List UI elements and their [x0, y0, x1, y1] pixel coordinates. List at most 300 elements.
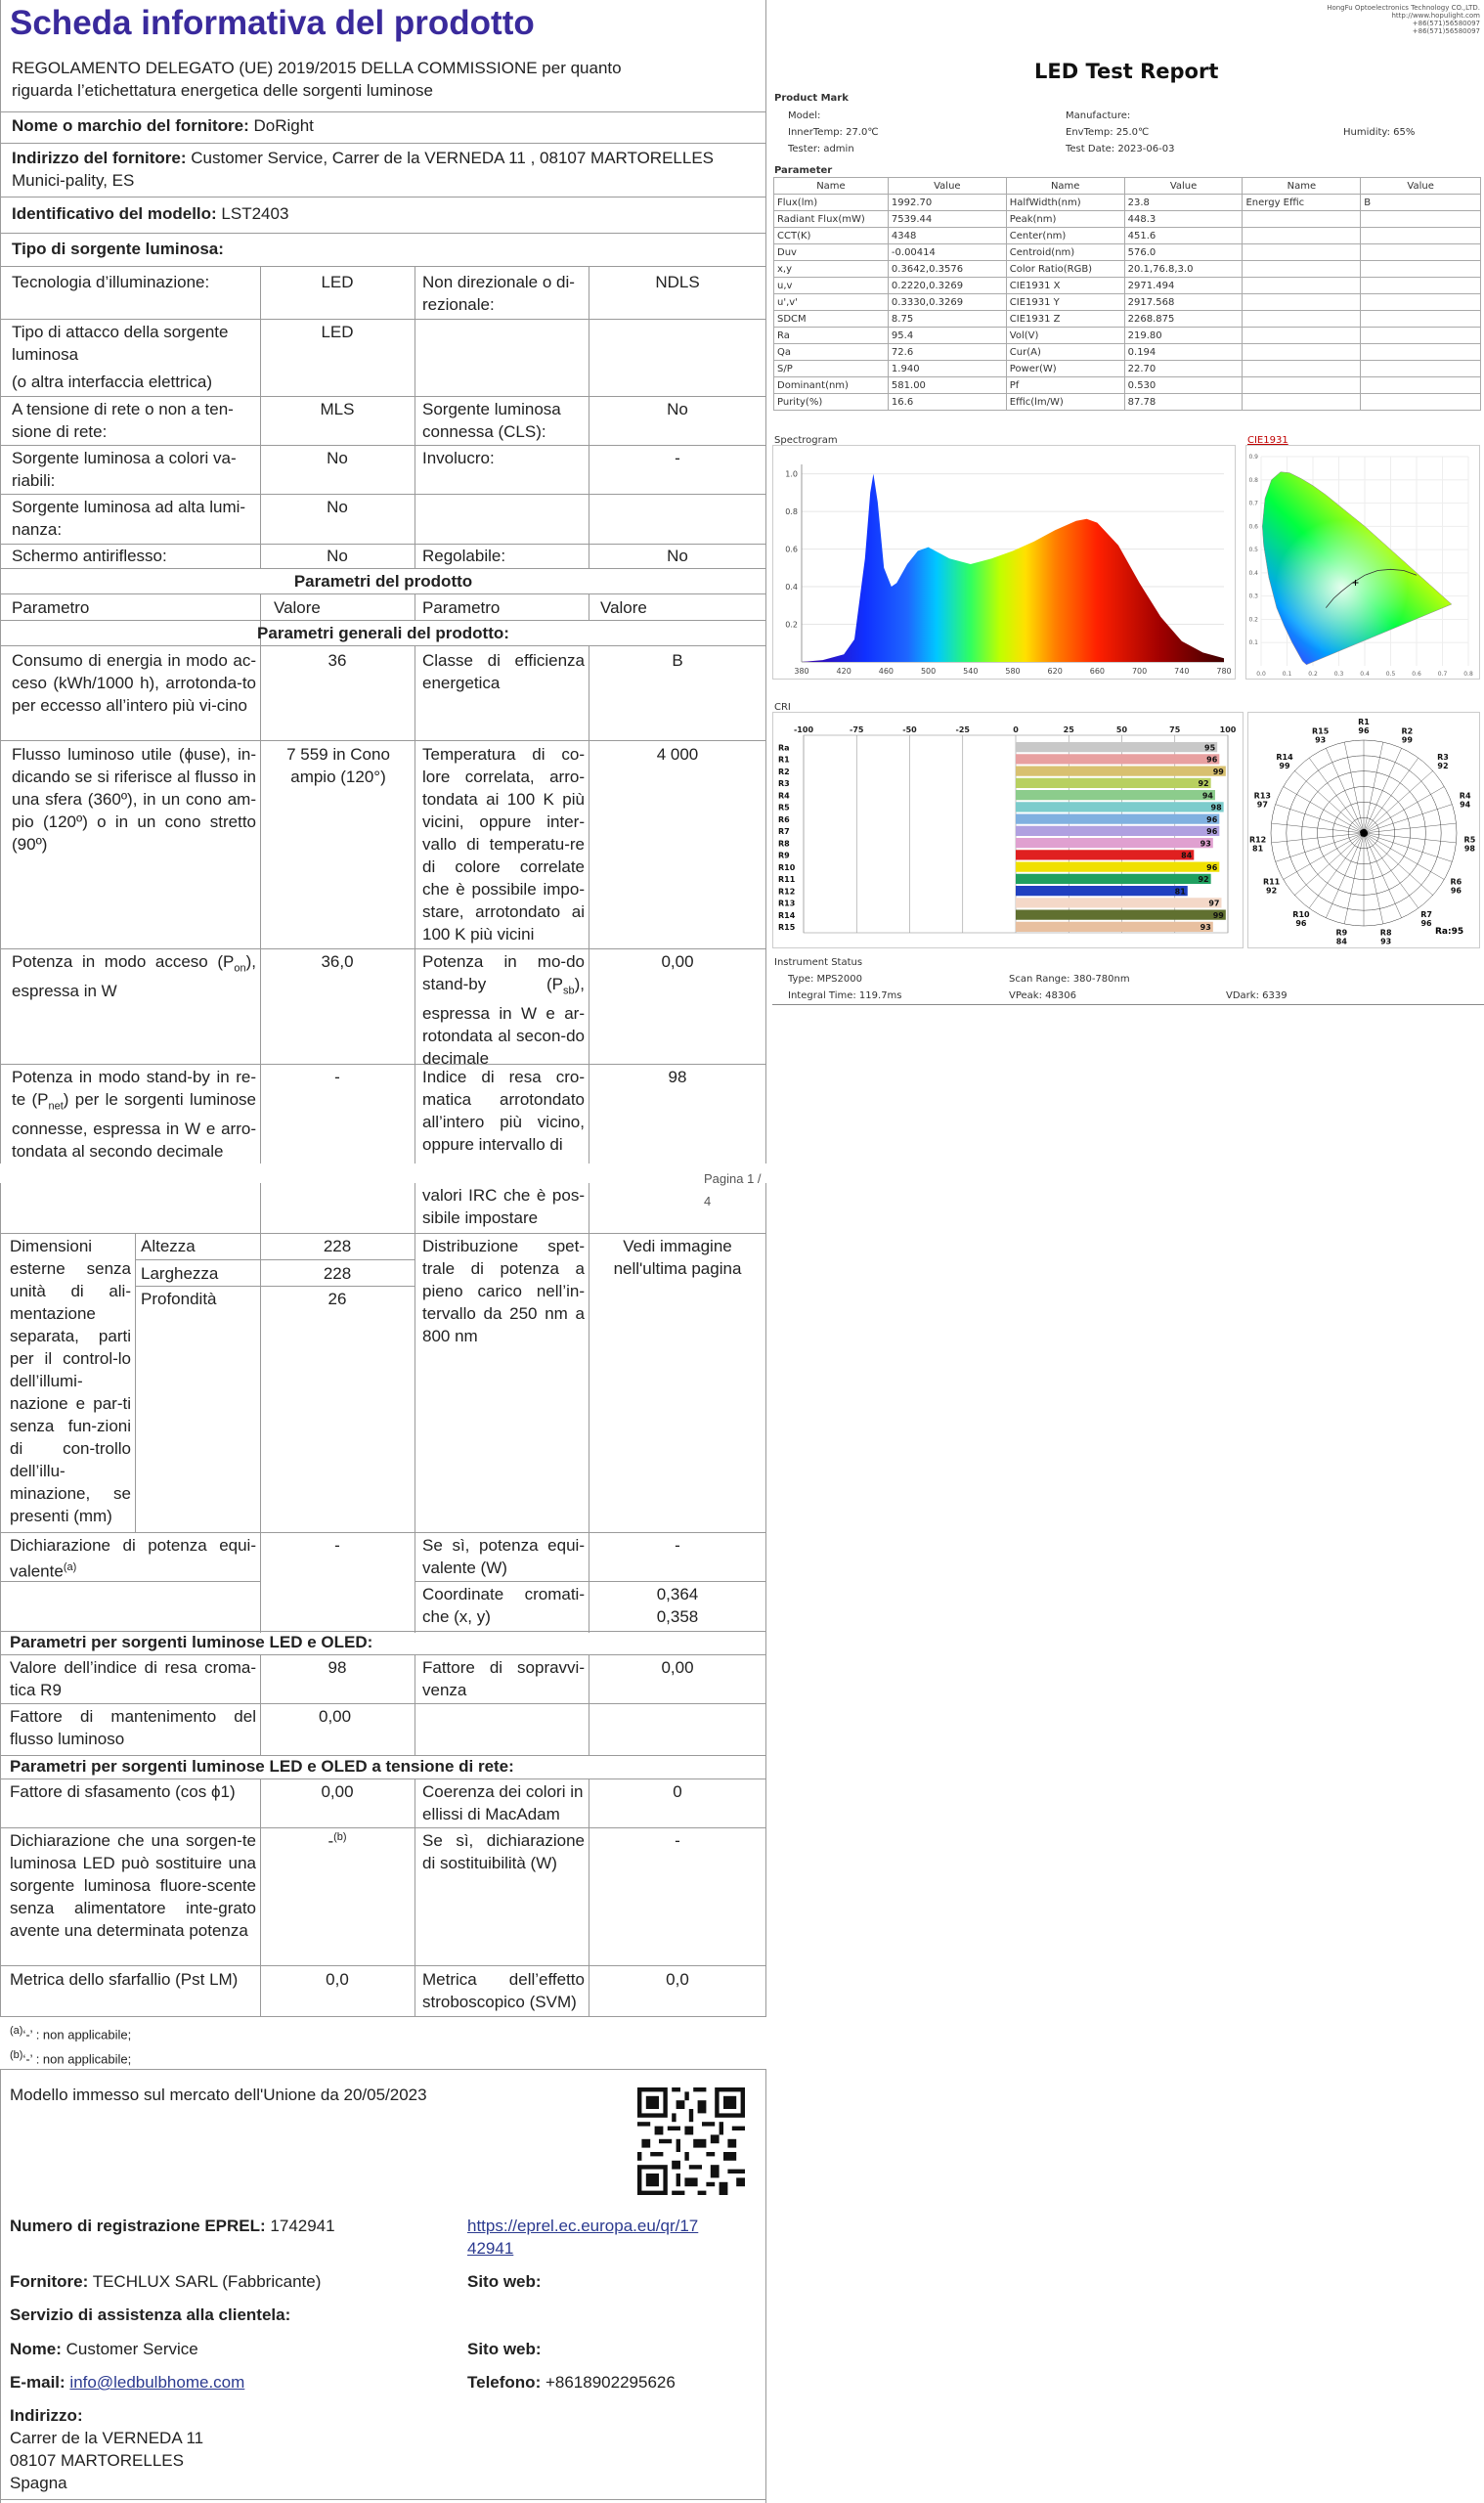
- model-field: Model:: [788, 110, 821, 121]
- spectrum-curve: [802, 474, 1224, 662]
- spec-ytick: 0.6: [785, 545, 798, 554]
- xy-label: Coordinate cromati-che (x, y): [422, 1585, 585, 1626]
- param-cell: [1361, 311, 1481, 328]
- radar-value: 93: [1380, 937, 1392, 946]
- tester: Tester: admin: [788, 144, 854, 154]
- param-cell: [1243, 394, 1361, 411]
- eprel-link[interactable]: https://eprel.ec.europa.eu/qr/17: [467, 2217, 699, 2235]
- highlum-label: Sorgente luminosa ad alta lumi-nanza:: [12, 498, 246, 539]
- mains-label: A tensione di rete o non a ten-sione di rete:: [12, 400, 234, 441]
- efficiency-class-label: Classe di efficienza energetica: [422, 651, 585, 692]
- col-param-2: Parametro: [422, 598, 501, 617]
- param-cell: [1243, 211, 1361, 228]
- width-value: 228: [323, 1264, 352, 1283]
- model-value: LST2403: [221, 204, 289, 223]
- footnote-b: $^{(b)}$‘-’ : non applicabile;: [10, 2049, 132, 2067]
- height-label: Altezza: [141, 1237, 196, 1255]
- svm-value: 0,0: [666, 1970, 689, 1989]
- eprel-value: 1742941: [270, 2217, 335, 2235]
- psb-label: Potenza in mo-do stand-by $(P_{sb})$, espressa in W e ar-rotondata al secon-do decimale: [422, 952, 585, 1069]
- cie-ytick: 0.5: [1248, 547, 1258, 554]
- instrument-type: Type: MPS2000: [788, 974, 862, 985]
- radar-category: R15: [1312, 726, 1330, 736]
- radar-value: 98: [1463, 844, 1475, 854]
- param-cell: [1361, 261, 1481, 278]
- address-value: Customer Service, Carrer de la VERNEDA 11 , 08107 MARTORELLES Munici-pality, ES: [12, 149, 715, 190]
- energy-label: Consumo di energia in modo ac-ceso (kWh/1000 h), arrotonda-to per eccesso all’intero più vi-cino: [12, 651, 256, 715]
- eprel-label: Numero di registrazione EPREL:: [10, 2217, 266, 2235]
- cri-xtick: -100: [793, 725, 814, 734]
- maint-label: Fattore di mantenimento del flusso luminoso: [10, 1707, 256, 1748]
- spec-ytick: 0.2: [785, 620, 798, 630]
- param-row: [774, 311, 1481, 328]
- survival-label: Fattore di sopravvi-venza: [422, 1658, 585, 1699]
- survival-value: 0,00: [661, 1658, 694, 1677]
- name-label: Nome:: [10, 2340, 62, 2358]
- param-cell: Duv: [774, 244, 889, 261]
- cri-category: R3: [778, 779, 790, 788]
- color-value: No: [327, 449, 348, 467]
- param-cell: [1243, 228, 1361, 244]
- cri-category: R10: [778, 862, 796, 872]
- envelope-label: Involucro:: [422, 449, 495, 467]
- radar-value: 84: [1335, 937, 1347, 946]
- param-cell: CCT(K): [774, 228, 889, 244]
- cri-label: CRI: [774, 702, 791, 713]
- cie-ytick: 0.4: [1248, 569, 1258, 577]
- param-cell: Ra: [774, 328, 889, 344]
- param-cell: CIE1931 X: [1006, 278, 1124, 294]
- scan-range: Scan Range: 380-780nm: [1009, 974, 1130, 985]
- cri-category: R5: [778, 803, 790, 812]
- cri-category: R8: [778, 839, 790, 849]
- pon-value: 36,0: [321, 952, 354, 971]
- address-label: Indirizzo del fornitore:: [12, 149, 187, 167]
- cri-value-label: 94: [1201, 791, 1213, 801]
- radar-spoke: [1364, 833, 1444, 880]
- param-cell: 23.8: [1124, 195, 1243, 211]
- white-region: [1262, 472, 1452, 665]
- cie-ytick: 0.9: [1248, 454, 1258, 461]
- supplier-value: DoRight: [253, 116, 314, 135]
- cri-xtick: 50: [1115, 725, 1128, 734]
- market-date: Modello immesso sul mercato dell'Unione da 20/05/2023: [10, 2086, 427, 2104]
- addr-line-3: Spagna: [10, 2474, 67, 2492]
- cri-category: R1: [778, 755, 790, 765]
- param-cell: Peak(nm): [1006, 211, 1124, 228]
- cie-xtick: 0.6: [1412, 671, 1421, 678]
- humidity: Humidity: 65%: [1343, 127, 1416, 138]
- col-value-1: Valore: [274, 598, 321, 617]
- cct-value: 4 000: [656, 745, 699, 764]
- radar-spoke: [1364, 758, 1419, 833]
- glare-label: Schermo antiriflesso:: [12, 547, 167, 565]
- radar-category: R11: [1262, 877, 1281, 887]
- xy-value-2: 0,358: [656, 1607, 699, 1626]
- radar-category: R14: [1276, 753, 1293, 763]
- width-label: Larghezza: [141, 1264, 219, 1283]
- radar-category: R6: [1450, 877, 1462, 887]
- spec-xtick: 660: [1089, 667, 1106, 676]
- dimmable-label: Regolabile:: [422, 547, 506, 565]
- param-cell: 576.0: [1124, 244, 1243, 261]
- radar-spoke: [1284, 787, 1364, 834]
- param-row: [774, 361, 1481, 377]
- param-header: Name: [774, 178, 889, 195]
- radar-category: R8: [1379, 928, 1392, 938]
- radar-spoke: [1309, 758, 1364, 833]
- param-cell: 0.3642,0.3576: [888, 261, 1006, 278]
- cie-xtick: 0.8: [1463, 671, 1473, 678]
- radar-value: 97: [1256, 800, 1268, 810]
- param-cell: [1243, 261, 1361, 278]
- spec-xtick: 540: [963, 667, 979, 676]
- param-row: [774, 294, 1481, 311]
- parameter-heading: Parameter: [774, 165, 833, 176]
- radar-value: 93: [1315, 735, 1327, 745]
- cri-xtick: 75: [1169, 725, 1181, 734]
- cri-bar: [1016, 898, 1221, 907]
- spd-value: Vedi immagine nell'ultima pagina: [613, 1237, 742, 1278]
- supplier2-label: Fornitore:: [10, 2272, 89, 2291]
- param-cell: u,v: [774, 278, 889, 294]
- equiv-label: Dichiarazione di potenza equi-valente$^{(a)}$: [10, 1536, 256, 1581]
- cri-category: R13: [778, 899, 796, 908]
- param-cell: Power(W): [1006, 361, 1124, 377]
- cri-label: Indice di resa cro-matica arrotondato all’intero più vicino, oppure intervallo di: [422, 1068, 585, 1154]
- param-cell: Dominant(nm): [774, 377, 889, 394]
- param-cell: 0.194: [1124, 344, 1243, 361]
- cri-category: R12: [778, 887, 796, 897]
- radar-value: 99: [1279, 762, 1290, 771]
- cie-ytick: 0.3: [1248, 593, 1258, 600]
- glare-value: No: [327, 547, 348, 565]
- radar-category: R5: [1463, 835, 1476, 845]
- general-params-heading: Parametri generali del prodotto:: [257, 624, 509, 642]
- param-row: [774, 377, 1481, 394]
- cri-category: R2: [778, 767, 790, 776]
- manufacture-field: Manufacture:: [1066, 110, 1131, 121]
- flux-label: Flusso luminoso utile (ϕuse), in-dicando se si riferisce al flusso in una sfera (360º), in un cono am-pio (120º) o in un cono stretto (90º): [12, 745, 256, 854]
- vpeak: VPeak: 48306: [1009, 990, 1076, 1001]
- env-temp: EnvTemp: 25.0℃: [1066, 127, 1150, 138]
- param-cell: CIE1931 Z: [1006, 311, 1124, 328]
- spec-ytick: 0.8: [785, 507, 798, 517]
- cri-bar: [1016, 862, 1219, 872]
- ra-label: Ra:95: [1435, 927, 1464, 937]
- param-cell: 448.3: [1124, 211, 1243, 228]
- nondir-value: NDLS: [655, 273, 700, 291]
- radar-value: 96: [1450, 886, 1462, 896]
- param-cell: 72.6: [888, 344, 1006, 361]
- cri-value-label: 99: [1212, 910, 1224, 920]
- cri-bar: [1016, 814, 1219, 824]
- cri-category: R4: [778, 791, 790, 801]
- replace-label: Dichiarazione che una sorgen-te luminosa LED può sostituire una sorgente luminosa fluore-scente senza alimentatore inte-grato avente una determinata potenza: [10, 1831, 256, 1940]
- radar-spoke: [1276, 805, 1364, 833]
- radar-category: R4: [1459, 791, 1471, 801]
- param-cell: Pf: [1006, 377, 1124, 394]
- param-cell: 219.80: [1124, 328, 1243, 344]
- cie-xtick: 0.5: [1385, 671, 1396, 678]
- radar-spoke: [1364, 805, 1452, 833]
- integral-time: Integral Time: 119.7ms: [788, 990, 902, 1001]
- service-heading: Servizio di assistenza alla clientela:: [10, 2305, 291, 2324]
- spec-xtick: 500: [920, 667, 937, 676]
- vdark: VDark: 6339: [1226, 990, 1288, 1001]
- param-cell: B: [1361, 195, 1481, 211]
- email-label: E-mail:: [10, 2373, 65, 2392]
- replace-w-value: -: [675, 1831, 680, 1850]
- cri-value-label: 99: [1212, 767, 1224, 776]
- param-cell: [1361, 244, 1481, 261]
- param-row: [774, 344, 1481, 361]
- param-cell: [1361, 294, 1481, 311]
- nondir-label: Non direzionale o di-rezionale:: [422, 273, 575, 314]
- spec-xtick: 580: [1005, 667, 1021, 676]
- led-mains-heading: Parametri per sorgenti luminose LED e OLED a tensione di rete:: [10, 1757, 514, 1776]
- radar-category: R7: [1420, 910, 1432, 920]
- spec-xtick: 700: [1131, 667, 1148, 676]
- depth-value: 26: [327, 1290, 347, 1308]
- radar-spoke: [1364, 833, 1452, 861]
- param-cell: 451.6: [1124, 228, 1243, 244]
- radar-value: 96: [1358, 726, 1370, 735]
- cri-bar: [1016, 826, 1219, 836]
- eprel-link-2[interactable]: 42941: [467, 2239, 514, 2258]
- radar-spoke: [1364, 833, 1433, 896]
- param-row: [774, 244, 1481, 261]
- radar-value: 94: [1460, 800, 1471, 810]
- spec-xtick: 740: [1174, 667, 1190, 676]
- pon-label: Potenza in modo acceso $(P_{on})$, espressa in W: [12, 952, 256, 1001]
- cri-bar-chart: [772, 712, 1244, 948]
- cri-bar: [1016, 886, 1188, 896]
- radar-value: 92: [1266, 886, 1278, 896]
- cie-xtick: 0.0: [1256, 671, 1266, 678]
- report-title: LED Test Report: [1034, 60, 1219, 83]
- param-row: [774, 195, 1481, 211]
- radar-center: [1361, 830, 1367, 836]
- depth-label: Profondità: [141, 1290, 217, 1308]
- col-param-1: Parametro: [12, 598, 90, 617]
- addr-line-1: Carrer de la VERNEDA 11: [10, 2429, 204, 2447]
- product-mark: Product Mark: [774, 93, 849, 104]
- pst-value: 0,0: [326, 1970, 349, 1989]
- pf-label: Fattore di sfasamento (cos ϕ1): [10, 1782, 236, 1801]
- param-cell: 22.70: [1124, 361, 1243, 377]
- dims-label: Dimensioni esterne senza unità di ali-mentazione separata, parti per il control-lo dell’illumi-nazione e par-ti senza fun-zioni di con-trollo dell’illu-minazione, se presenti (mm): [10, 1237, 131, 1525]
- param-cell: 16.6: [888, 394, 1006, 411]
- param-cell: 0.530: [1124, 377, 1243, 394]
- param-cell: u',v': [774, 294, 889, 311]
- xy-value-1: 0,364: [656, 1585, 699, 1603]
- supplier2-value: TECHLUX SARL (Fabbricante): [92, 2272, 322, 2291]
- cri-value-label: 97: [1208, 899, 1220, 908]
- cri-xtick: 25: [1063, 725, 1074, 734]
- cri-value-label: 84: [1181, 851, 1193, 860]
- phone-label: Telefono:: [467, 2373, 542, 2392]
- param-cell: Radiant Flux(mW): [774, 211, 889, 228]
- param-cell: [1361, 394, 1481, 411]
- param-cell: 581.00: [888, 377, 1006, 394]
- radar-spoke: [1276, 833, 1364, 861]
- spec-xtick: 620: [1047, 667, 1063, 676]
- param-cell: [1361, 377, 1481, 394]
- param-header: Name: [1243, 178, 1361, 195]
- macadam-value: 0: [673, 1782, 682, 1801]
- param-header: Value: [888, 178, 1006, 195]
- radar-spoke: [1309, 833, 1364, 908]
- led-heading: Parametri per sorgenti luminose LED e OLED:: [10, 1633, 373, 1651]
- cri-value-label: 96: [1206, 814, 1218, 824]
- param-cell: 20.1,76.8,3.0: [1124, 261, 1243, 278]
- dimmable-value: No: [667, 547, 688, 565]
- cri-xtick: -75: [850, 725, 864, 734]
- cri-value-label: 81: [1174, 887, 1186, 897]
- param-cell: 87.78: [1124, 394, 1243, 411]
- cls-label: Sorgente luminosa connessa (CLS):: [422, 400, 561, 441]
- regulation-text: REGOLAMENTO DELEGATO (UE) 2019/2015 DELLA COMMISSIONE per quanto riguarda l’etichettatura energetica delle sorgenti luminose: [12, 59, 622, 100]
- cri-bar: [1016, 778, 1211, 788]
- spectrogram-label: Spectrogram: [774, 435, 838, 446]
- cri-value-label: 95: [1204, 743, 1216, 753]
- param-cell: [1243, 294, 1361, 311]
- inner-temp: InnerTemp: 27.0℃: [788, 127, 879, 138]
- radar-category: R3: [1437, 753, 1449, 763]
- test-date: Test Date: 2023-06-03: [1066, 144, 1175, 154]
- color-label: Sorgente luminosa a colori va-riabili:: [12, 449, 237, 490]
- radar-category: R9: [1335, 928, 1348, 938]
- radar-category: R13: [1253, 791, 1271, 801]
- radar-category: R2: [1401, 726, 1414, 736]
- cct-label: Temperatura di co-lore correlata, arro-tondata ai 100 K più vicini, oppure inter-vallo di temperatu-re di colore correlate che è possibile impo-stare, arrotondato ai 100 K più vicini: [422, 745, 585, 944]
- equiv-w-label: Se sì, potenza equi-valente (W): [422, 1536, 585, 1577]
- spec-xtick: 420: [836, 667, 851, 676]
- param-cell: 1.940: [888, 361, 1006, 377]
- radar-value: 92: [1437, 762, 1449, 771]
- r9-label: Valore dell’indice di resa croma-tica R9: [10, 1658, 256, 1699]
- param-header: Value: [1124, 178, 1243, 195]
- cri-xtick: -25: [955, 725, 970, 734]
- cie-ytick: 0.2: [1248, 616, 1258, 624]
- website2-label: Sito web:: [467, 2340, 542, 2358]
- param-cell: [1243, 278, 1361, 294]
- company-name: HongFu Optoelectronics Technology CO.,LTD.: [1327, 4, 1480, 12]
- radar-spoke: [1364, 833, 1419, 908]
- cri-xtick: 100: [1219, 725, 1237, 734]
- cap-value: LED: [321, 323, 354, 341]
- param-cell: CIE1931 Y: [1006, 294, 1124, 311]
- radar-spoke: [1364, 748, 1402, 833]
- cri-value-label: 93: [1200, 839, 1211, 849]
- radar-spoke: [1364, 787, 1444, 834]
- cri-bar: [1016, 742, 1217, 752]
- params-heading: Parametri del prodotto: [293, 572, 473, 591]
- cie-ytick: 0.8: [1248, 476, 1258, 484]
- cri-xtick: 0: [1013, 725, 1019, 734]
- radar-spoke: [1364, 833, 1402, 918]
- param-cell: 8.75: [888, 311, 1006, 328]
- param-header: Name: [1006, 178, 1124, 195]
- cri-value-label: 98: [1210, 803, 1222, 812]
- page-title: Scheda informativa del prodotto: [10, 4, 535, 42]
- pnet-label: Potenza in modo stand-by in re-te $(P_{net})$ per le sorgenti luminose connesse, espressa in W e arro-tondata al secondo decimale: [12, 1068, 257, 1162]
- replace-value: -$^{(b)}$: [327, 1831, 347, 1851]
- spec-xtick: 380: [794, 667, 809, 676]
- r9-value: 98: [327, 1658, 347, 1677]
- phone-value: +8618902295626: [545, 2373, 676, 2392]
- radar-category: R1: [1358, 718, 1370, 726]
- tech-value: LED: [321, 273, 354, 291]
- param-cell: [1361, 228, 1481, 244]
- param-cell: S/P: [774, 361, 889, 377]
- qr-code-icon[interactable]: [637, 2087, 745, 2195]
- radar-value: 81: [1252, 844, 1264, 854]
- cri-category: Ra: [778, 743, 790, 753]
- energy-value: 36: [327, 651, 347, 670]
- cri-value-label: 96: [1206, 827, 1218, 836]
- param-row: [774, 261, 1481, 278]
- radar-value: 96: [1420, 919, 1432, 929]
- param-row: [774, 394, 1481, 411]
- company-url: http://www.hopulight.com: [1391, 12, 1480, 20]
- company-phone-2: +86(571)56580097: [1412, 27, 1480, 35]
- tech-label: Tecnologia d’illuminazione:: [12, 273, 210, 291]
- cie-xtick: 0.7: [1437, 671, 1448, 678]
- flux-value: 7 559 in Cono ampio (120°): [286, 745, 390, 786]
- pnet-value: -: [334, 1068, 340, 1086]
- macadam-label: Coerenza dei colori in ellissi di MacAdam: [422, 1782, 584, 1823]
- svm-label: Metrica dell’effetto stroboscopico (SVM): [422, 1970, 585, 2011]
- param-cell: Purity(%): [774, 394, 889, 411]
- supplier-label: Nome o marchio del fornitore:: [12, 116, 249, 135]
- param-cell: [1361, 278, 1481, 294]
- col-value-2: Valore: [600, 598, 647, 617]
- cri-category: R14: [778, 910, 796, 920]
- cie-ytick: 0.6: [1248, 523, 1258, 531]
- cie-ytick: 0.1: [1248, 639, 1258, 647]
- param-cell: Energy Effic: [1243, 195, 1361, 211]
- spectrogram-chart: [772, 445, 1236, 680]
- email-link[interactable]: info@ledbulbhome.com: [69, 2373, 245, 2392]
- addr-label: Indirizzo:: [10, 2406, 83, 2425]
- equiv-value: -: [334, 1536, 340, 1555]
- spd-label: Distribuzione spet-trale di potenza a pieno carico nell’in-tervallo da 250 nm a 800 nm: [422, 1237, 585, 1345]
- cri-value-label: 92: [1198, 779, 1209, 788]
- param-cell: [1361, 344, 1481, 361]
- param-cell: 0.3330,0.3269: [888, 294, 1006, 311]
- cri-bar: [1016, 767, 1226, 776]
- radar-spoke: [1364, 770, 1433, 833]
- instrument-heading: Instrument Status: [774, 957, 863, 968]
- cri-bar: [1016, 754, 1219, 764]
- spec-ytick: 0.4: [785, 583, 798, 593]
- param-row: [774, 278, 1481, 294]
- radar-value: 99: [1401, 735, 1413, 745]
- cls-value: No: [667, 400, 688, 418]
- addr-line-2: 08107 MARTORELLES: [10, 2451, 184, 2470]
- param-cell: [1243, 244, 1361, 261]
- cri-xtick: -50: [902, 725, 917, 734]
- param-cell: 1992.70: [888, 195, 1006, 211]
- cri-category: R9: [778, 851, 790, 860]
- cie-xtick: 0.2: [1308, 671, 1318, 678]
- radar-category: R12: [1248, 835, 1267, 845]
- maint-value: 0,00: [319, 1707, 352, 1726]
- cri-label-cont: valori IRC che è pos-sibile impostare: [422, 1186, 585, 1227]
- radar-spoke: [1294, 833, 1364, 896]
